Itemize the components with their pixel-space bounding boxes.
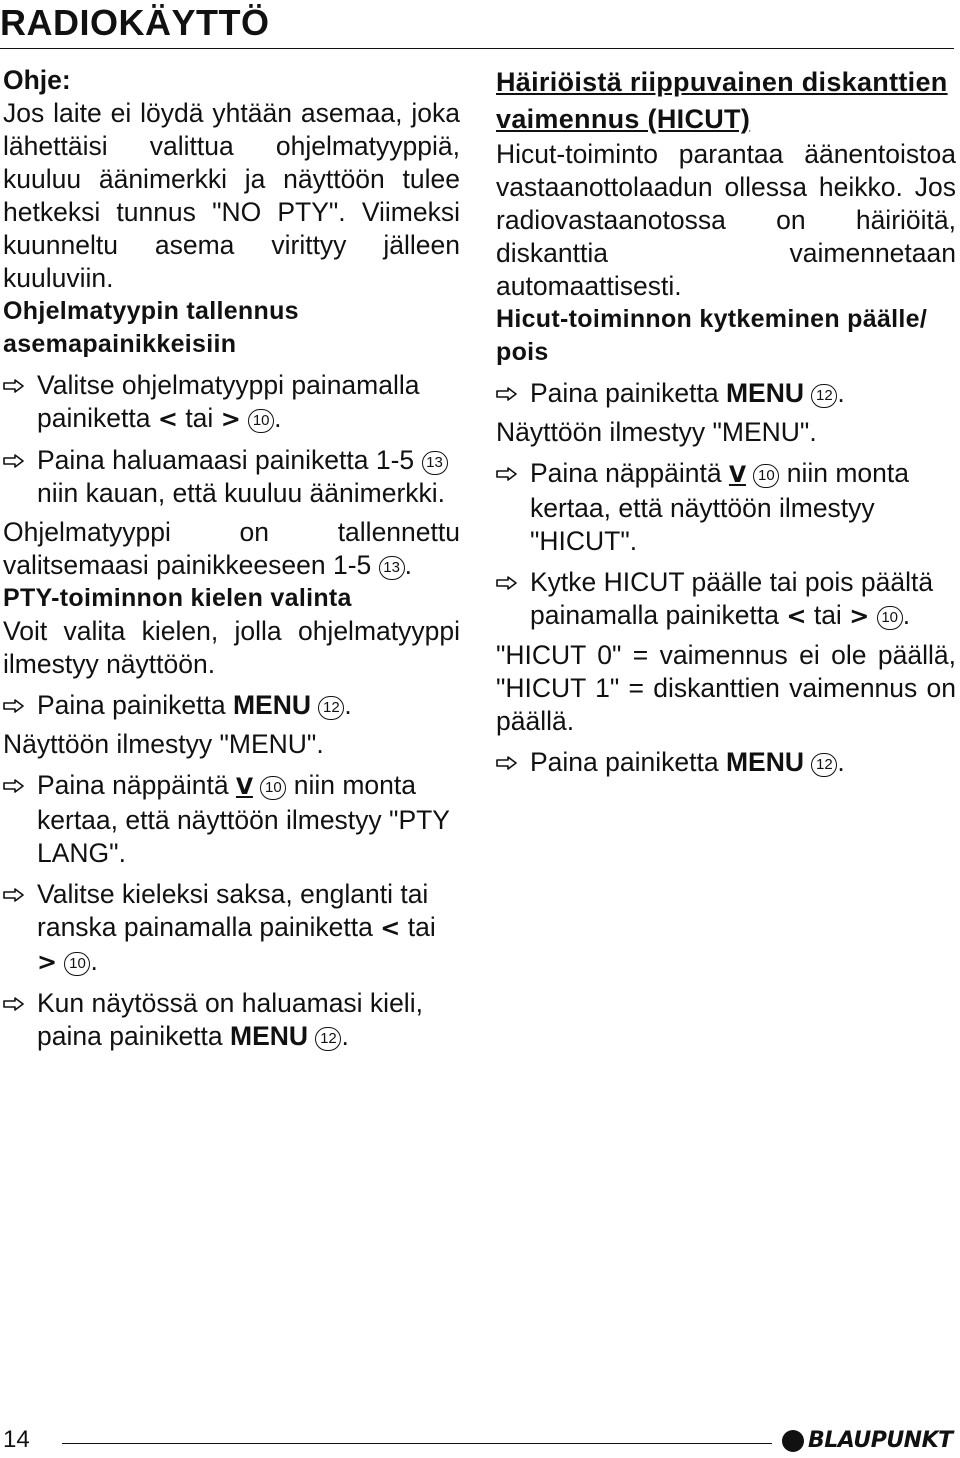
pty-language-intro: Voit valita kielen, jolla ohjelmatyyppi ilmestyy näyttöön. bbox=[3, 616, 460, 679]
step-press-menu bbox=[496, 377, 956, 410]
down-arrow-glyph: V bbox=[235, 775, 253, 800]
outline-arrow-right-icon bbox=[496, 377, 530, 410]
right-arrow-glyph: > bbox=[849, 602, 870, 630]
menu-label: MENU bbox=[232, 690, 311, 720]
right-arrow-glyph: > bbox=[37, 948, 58, 976]
left-arrow-glyph: < bbox=[380, 914, 401, 942]
menu-label: MENU bbox=[725, 378, 804, 408]
outline-arrow-right-icon bbox=[3, 987, 37, 1020]
step-press-down bbox=[3, 769, 460, 870]
outline-arrow-right-icon bbox=[3, 369, 37, 402]
ref-number-10: 10 bbox=[877, 606, 903, 630]
hicut-values-note: "HICUT 0" = vaimennus ei ole päällä, "HICUT 1" = diskanttien vaimennus on päällä. bbox=[496, 640, 956, 736]
step-select-language bbox=[3, 878, 460, 979]
step-hold-preset bbox=[3, 444, 460, 510]
step-text: Paina näppäintä V 10 niin monta kertaa, että näyttöön ilmestyy "HICUT". bbox=[530, 458, 909, 556]
hicut-intro: Hicut-toiminto parantaa äänentoistoa vastaanottolaadun ollessa heikko. Jos radiovastaanotossa on häiriöitä, diskanttia vaimennetaan automaattisesti. bbox=[496, 139, 956, 301]
menu-label: MENU bbox=[725, 747, 804, 777]
ref-number-10: 10 bbox=[64, 952, 90, 976]
note-text: Jos laite ei löydä yhtään asemaa, joka lähettäisi valittua ohjelmatyyppiä, kuuluu äänimerkki ja näyttöön tulee hetkeksi tunnus "NO PTY". Viimeksi kuunneltu asema virittyy jälleen kuuluviin. bbox=[3, 98, 460, 293]
step-text: Valitse kieleksi saksa, englanti tai ranska painamalla painiketta < tai > 10 . bbox=[37, 879, 436, 976]
brand-logo bbox=[782, 1428, 953, 1453]
footer-rule bbox=[62, 1443, 772, 1444]
step-text: Kun näytössä on haluamasi kieli, paina painiketta MENU 12 . bbox=[37, 988, 423, 1051]
ref-number-10: 10 bbox=[260, 776, 286, 800]
outline-arrow-right-icon bbox=[496, 457, 530, 490]
result-text: Ohjelmatyyppi on tallennettu valitsemaasi painikkeeseen 1-5 13 . bbox=[3, 517, 460, 580]
step-press-menu-exit bbox=[496, 746, 956, 779]
ref-number-10: 10 bbox=[248, 409, 274, 433]
left-arrow-glyph: < bbox=[786, 602, 807, 630]
outline-arrow-right-icon bbox=[3, 444, 37, 477]
ref-number-10: 10 bbox=[753, 464, 779, 488]
step-text: Paina näppäintä V 10 niin monta kertaa, että näyttöön ilmestyy "PTY LANG". bbox=[37, 770, 450, 868]
down-arrow-glyph: V bbox=[728, 463, 746, 488]
menu-result: Näyttöön ilmestyy "MENU". bbox=[496, 417, 817, 447]
step-text: Paina painiketta MENU 12 . bbox=[37, 690, 352, 720]
step-select-pty bbox=[3, 369, 460, 436]
title-rule bbox=[0, 48, 954, 49]
ref-number-12: 12 bbox=[315, 1027, 341, 1051]
filled-circle-icon bbox=[782, 1430, 804, 1452]
step-text: Paina painiketta MENU 12 . bbox=[530, 747, 845, 777]
page-number: 14 bbox=[3, 1426, 30, 1453]
ref-number-12: 12 bbox=[811, 384, 837, 408]
step-text: Kytke HICUT päälle tai pois päältä painamalla painiketta < tai > 10 . bbox=[530, 567, 934, 630]
section-title-hicut: Häiriöistä riippuvainen diskanttien vaimennus (HICUT) bbox=[496, 67, 948, 134]
brand-name: BLAUPUNKT bbox=[808, 1428, 953, 1453]
subsection-title-hicut-toggle: Hicut-toiminnon kytkeminen päälle/ pois bbox=[496, 305, 928, 366]
step-press-menu bbox=[3, 689, 460, 722]
step-text: Paina haluamaasi painiketta 1-5 13 niin kauan, että kuuluu äänimerkki. bbox=[37, 444, 460, 510]
note-title: Ohje: bbox=[3, 65, 71, 95]
page-title: RADIOKÄYTTÖ bbox=[0, 2, 270, 43]
step-confirm-language bbox=[3, 987, 460, 1053]
outline-arrow-right-icon bbox=[3, 769, 37, 802]
step-text: Paina painiketta MENU 12 . bbox=[530, 378, 845, 408]
step-toggle-hicut bbox=[496, 566, 956, 633]
section-title-store-pty: Ohjelmatyypin tallennus asemapainikkeisiin bbox=[3, 297, 299, 358]
outline-arrow-right-icon bbox=[496, 746, 530, 779]
outline-arrow-right-icon bbox=[496, 566, 530, 599]
right-arrow-glyph: > bbox=[220, 405, 241, 433]
step-text: Valitse ohjelmatyyppi painamalla painiketta < tai > 10 . bbox=[37, 370, 420, 433]
outline-arrow-right-icon bbox=[3, 878, 37, 911]
right-column bbox=[496, 64, 956, 785]
left-arrow-glyph: < bbox=[157, 405, 178, 433]
ref-number-12: 12 bbox=[811, 753, 837, 777]
menu-label: MENU bbox=[230, 1021, 309, 1051]
section-title-pty-language: PTY-toiminnon kielen valinta bbox=[3, 584, 352, 612]
step-press-down bbox=[496, 457, 956, 558]
ref-number-12: 12 bbox=[318, 696, 344, 720]
outline-arrow-right-icon bbox=[3, 689, 37, 722]
ref-number-13: 13 bbox=[379, 556, 405, 580]
left-column bbox=[3, 64, 460, 1059]
ref-number-13: 13 bbox=[422, 451, 448, 475]
menu-result: Näyttöön ilmestyy "MENU". bbox=[3, 729, 324, 759]
